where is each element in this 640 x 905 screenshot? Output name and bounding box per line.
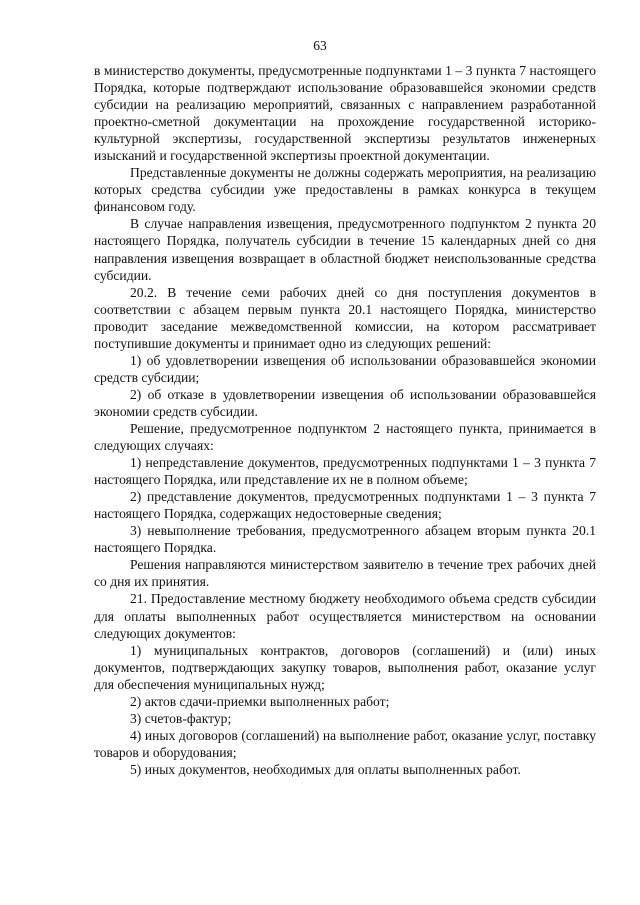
list-item: 4) иных договоров (соглашений) на выполнение работ, оказание услуг, поставку товаров и оборудования; [94, 727, 596, 760]
paragraph: В случае направления извещения, предусмотренного подпунктом 2 пункта 20 настоящего Порядка, получатель субсидии в течение 15 календарных дней со дня направления извещения возвращает в областной бюджет неиспользованные средства субсидии. [94, 216, 596, 283]
list-item: 5) иных документов, необходимых для оплаты выполненных работ. [130, 761, 521, 777]
paragraph-continuation: в министерство документы, предусмотренные подпунктами 1 – 3 пункта 7 настоящего Порядка, которые подтверждают использование образовавшейся экономии средств субсидии на реализацию мероприятий, связанных с направлением разработанной проектно-сметной документации на прохождение государственной историко-культурной экспертизы, государственной экспертизы результатов инженерных изысканий и государственной экспертизы проектной документации. [94, 63, 596, 164]
list-item: 1) муниципальных контрактов, договоров (соглашений) и (или) иных документов, подтверждающих закупку товаров, выполнения работ, оказание услуг для обеспечения муниципальных нужд; [94, 642, 596, 692]
paragraph-clause-20-2: 20.2. В течение семи рабочих дней со дня поступления документов в соответствии с абзацем первым пункта 20.1 настоящего Порядка, министерство проводит заседание межведомственной комиссии, на котором рассматривает поступившие документы и принимает одно из следующих решений: [94, 284, 596, 351]
list-item: 2) представление документов, предусмотренных подпунктами 1 – 3 пункта 7 настоящего Порядка, содержащих недостоверные сведения; [94, 489, 596, 522]
list-item: 2) об отказе в удовлетворении извещения об использовании образовавшейся экономии средств субсидии. [94, 386, 596, 419]
paragraph: Представленные документы не должны содержать мероприятия, на реализацию которых средства субсидии уже предоставлены в рамках конкурса в текущем финансовом году. [94, 165, 596, 215]
list-item: 1) непредставление документов, предусмотренных подпунктами 1 – 3 пункта 7 настоящего Порядка, или представление их не в полном объеме; [94, 455, 596, 488]
page-number: 63 [313, 38, 327, 53]
list-item: 1) об удовлетворении извещения об использовании образовавшейся экономии средств субсидии; [94, 352, 596, 385]
paragraph: Решения направляются министерством заявителю в течение трех рабочих дней со дня их принятия. [94, 557, 596, 590]
list-item: 3) невыполнение требования, предусмотренного абзацем вторым пункта 20.1 настоящего Порядка. [94, 523, 596, 556]
list-item: 3) счетов-фактур; [130, 710, 232, 726]
document-body [94, 62, 596, 778]
paragraph-clause-21: 21. Предоставление местному бюджету необходимого объема средств субсидии для оплаты выполненных работ осуществляется министерством на основании следующих документов: [94, 591, 596, 641]
list-item: 2) актов сдачи-приемки выполненных работ; [130, 693, 390, 709]
paragraph: Решение, предусмотренное подпунктом 2 настоящего пункта, принимается в следующих случаях: [94, 420, 596, 454]
